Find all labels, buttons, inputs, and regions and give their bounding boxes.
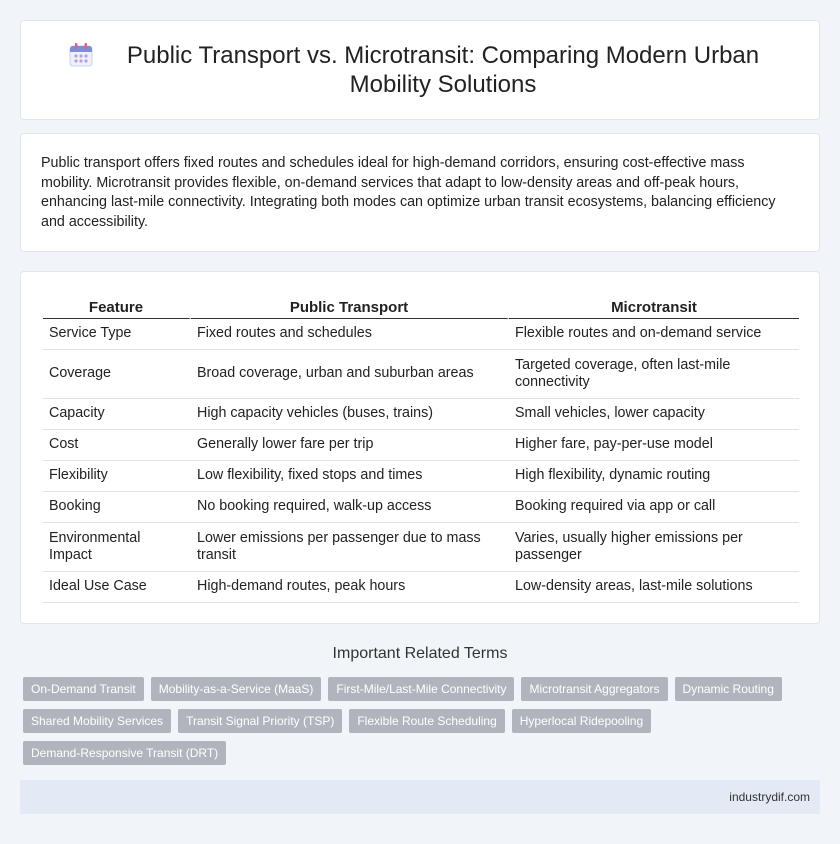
comparison-table-card [20, 271, 820, 624]
related-term-tag[interactable]: Dynamic Routing [675, 677, 782, 701]
page-title: Public Transport vs. Microtransit: Comparing Modern Urban Mobility Solutions [126, 42, 760, 98]
public-transport-cell: No booking required, walk-up access [191, 492, 509, 523]
related-terms-tags [23, 677, 813, 765]
related-terms-title: Important Related Terms [332, 645, 508, 662]
related-term-tag[interactable]: Transit Signal Priority (TSP) [178, 709, 342, 733]
related-term-tag[interactable]: First-Mile/Last-Mile Connectivity [328, 677, 514, 701]
summary-card [20, 133, 820, 252]
public-transport-cell: Low flexibility, fixed stops and times [191, 461, 509, 492]
public-transport-cell: Fixed routes and schedules [191, 319, 509, 350]
footer-site[interactable]: industrydif.com [729, 790, 810, 804]
feature-cell: Flexibility [43, 461, 191, 492]
table-row [43, 319, 799, 350]
public-transport-cell: Broad coverage, urban and suburban areas [191, 350, 509, 399]
header-card [20, 20, 820, 120]
related-term-tag[interactable]: Shared Mobility Services [23, 709, 171, 733]
feature-cell: Capacity [43, 399, 191, 430]
table-row [43, 430, 799, 461]
calendar-icon [67, 41, 95, 69]
header-microtransit: Microtransit [509, 294, 799, 319]
feature-cell: Ideal Use Case [43, 572, 191, 603]
table-row [43, 461, 799, 492]
table-row [43, 350, 799, 399]
microtransit-cell: High flexibility, dynamic routing [509, 461, 799, 492]
feature-cell: Coverage [43, 350, 191, 399]
feature-cell: Environmental Impact [43, 523, 191, 572]
header-feature: Feature [43, 294, 191, 319]
feature-cell: Booking [43, 492, 191, 523]
related-term-tag[interactable]: Hyperlocal Ridepooling [512, 709, 651, 733]
microtransit-cell: Varies, usually higher emissions per passenger [509, 523, 799, 572]
public-transport-cell: Lower emissions per passenger due to mass transit [191, 523, 509, 572]
table-header-row [43, 294, 799, 319]
public-transport-cell: Generally lower fare per trip [191, 430, 509, 461]
microtransit-cell: Small vehicles, lower capacity [509, 399, 799, 430]
public-transport-cell: High capacity vehicles (buses, trains) [191, 399, 509, 430]
summary-text: Public transport offers fixed routes and schedules ideal for high-demand corridors, ensuring cost-effective mass mobility. Microtransit provides flexible, on-demand services that adapt to low-density areas and off-peak hours, enhancing last-mile connectivity. Integrating both modes can optimize urban transit ecosystems, balancing efficiency and accessibility. [41, 155, 776, 230]
related-term-tag[interactable]: Mobility-as-a-Service (MaaS) [151, 677, 322, 701]
public-transport-cell: High-demand routes, peak hours [191, 572, 509, 603]
header-inner [21, 21, 819, 119]
footer [20, 780, 820, 814]
related-term-tag[interactable]: Microtransit Aggregators [521, 677, 667, 701]
feature-cell: Cost [43, 430, 191, 461]
microtransit-cell: Flexible routes and on-demand service [509, 319, 799, 350]
comparison-table [43, 294, 799, 603]
table-row [43, 523, 799, 572]
related-term-tag[interactable]: Demand-Responsive Transit (DRT) [23, 741, 226, 765]
feature-cell: Service Type [43, 319, 191, 350]
microtransit-cell: Higher fare, pay-per-use model [509, 430, 799, 461]
table-row [43, 492, 799, 523]
related-term-tag[interactable]: Flexible Route Scheduling [349, 709, 504, 733]
microtransit-cell: Targeted coverage, often last-mile connectivity [509, 350, 799, 399]
microtransit-cell: Low-density areas, last-mile solutions [509, 572, 799, 603]
table-row [43, 572, 799, 603]
microtransit-cell: Booking required via app or call [509, 492, 799, 523]
related-term-tag[interactable]: On-Demand Transit [23, 677, 144, 701]
table-row [43, 399, 799, 430]
header-public-transport: Public Transport [191, 294, 509, 319]
